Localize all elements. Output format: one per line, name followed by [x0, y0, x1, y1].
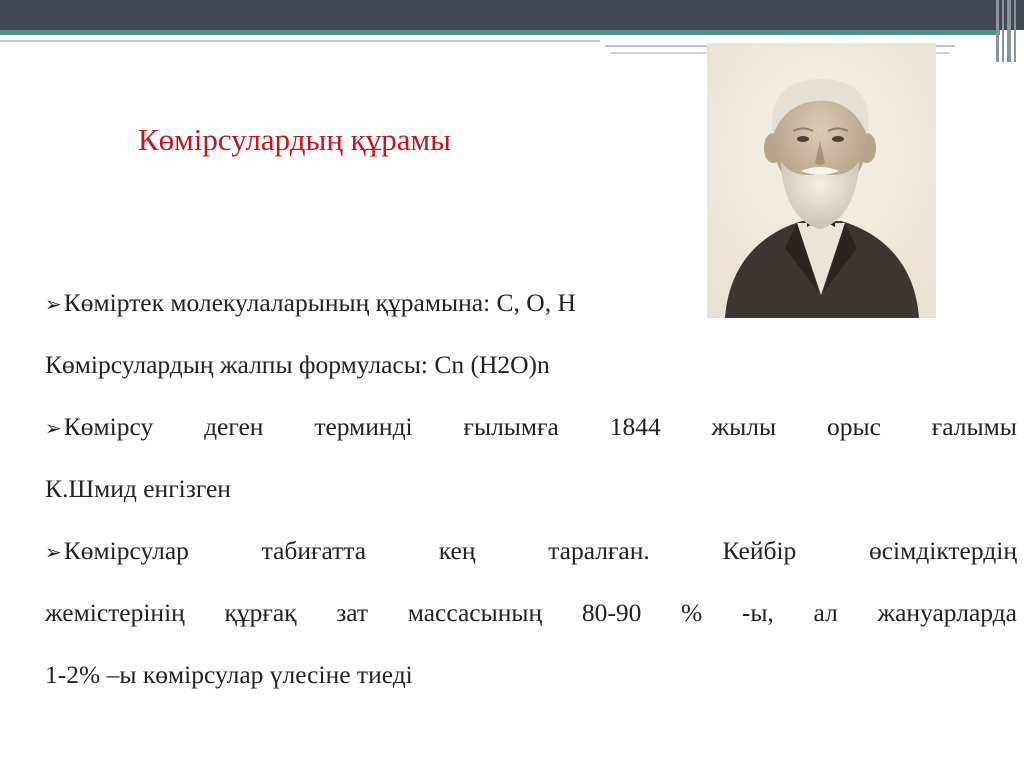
header-rule-1 [0, 40, 600, 42]
line-6-word: жануарларда [877, 598, 1017, 627]
header-vertical-stripe-2 [1002, 0, 1004, 62]
line-5-word: таралған. [548, 536, 650, 565]
line-4-text: К.Шмид енгізген [45, 474, 231, 503]
header-banner [0, 0, 1024, 30]
line-6-word: ал [813, 598, 838, 627]
bullet-line-3 [45, 396, 1017, 458]
line-3-word: ғылымға [463, 412, 559, 441]
slide-title: Көмірсулардың құрамы [138, 122, 451, 157]
line-7-text: 1-2% –ы көмірсулар үлесіне тиеді [45, 660, 413, 689]
line-6-word: -ы, [741, 598, 774, 627]
line-3-word: деген [204, 412, 264, 441]
line-5-word-text: Көмірсулар [63, 536, 189, 565]
bullet-arrow-icon: ➢ [45, 540, 62, 564]
bullet-line-5 [45, 520, 1017, 582]
line-5-word: кең [438, 536, 476, 565]
line-3-word: 1844 [609, 412, 661, 441]
text-line-2 [45, 334, 1017, 396]
bullet-arrow-icon: ➢ [45, 416, 62, 440]
header-vertical-stripe-3 [1007, 0, 1011, 62]
text-line-6 [45, 582, 1017, 644]
line-6-word: жемістерінің [45, 598, 185, 627]
line-5-word: Кейбір [722, 536, 797, 565]
line-3-word-text: Көмірсу [63, 412, 154, 441]
line-2-text: Көмірсулардың жалпы формуласы: Сn (Н2О)n [45, 350, 550, 379]
line-6-word: зат [336, 598, 369, 627]
line-3-word: орыс [827, 412, 881, 441]
bullet-line-1 [45, 272, 1017, 334]
header-accent-stripe [0, 30, 1000, 35]
line-6-word: % [680, 598, 703, 627]
line-3-word: терминді [314, 412, 413, 441]
text-line-4 [45, 458, 1017, 520]
line-3-word-1 [45, 396, 153, 458]
slide-body [45, 272, 1017, 706]
line-5-word-1 [45, 520, 189, 582]
line-5-word: табиғатта [261, 536, 367, 565]
text-line-7 [45, 644, 1017, 706]
line-1-text: Көміртек молекулаларының құрамына: С, О, Н [63, 288, 576, 317]
line-6-word: массасының [407, 598, 543, 627]
line-3-word: жылы [711, 412, 777, 441]
bullet-arrow-icon: ➢ [45, 292, 62, 316]
line-6-word: 80-90 [581, 598, 642, 627]
line-5-word: өсімдіктердің [868, 536, 1017, 565]
header-vertical-stripe-1 [996, 0, 999, 62]
line-6-word: құрғақ [224, 598, 297, 627]
header-vertical-stripe-4 [1014, 0, 1016, 62]
line-3-word: ғалымы [931, 412, 1017, 441]
